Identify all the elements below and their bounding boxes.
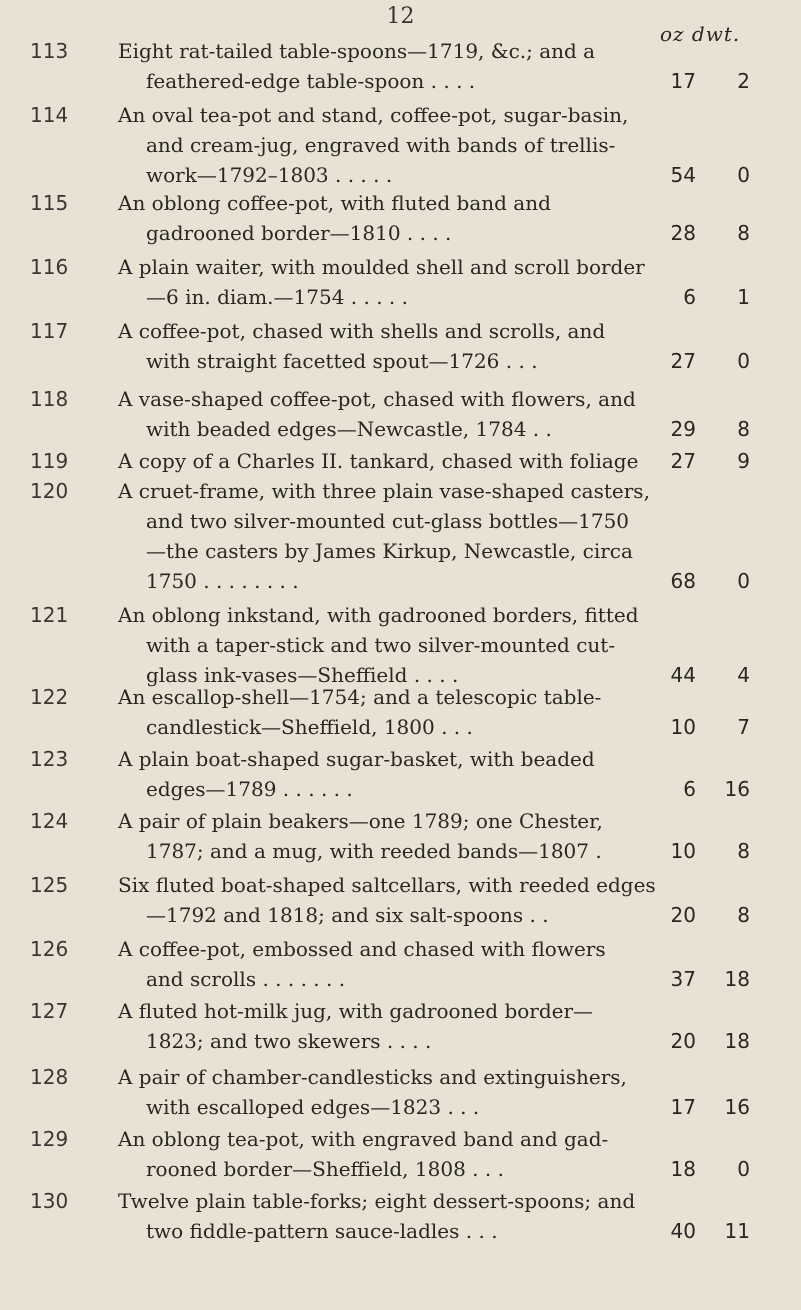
lot-number: 120 xyxy=(30,479,69,503)
lot-row xyxy=(0,806,801,866)
weight-ounces: 10 xyxy=(670,715,696,739)
lot-description-line: A copy of a Charles II. tankard, chased with foliage xyxy=(118,449,639,473)
lot-description-line: A cruet-frame, with three plain vase-shaped casters, xyxy=(118,479,650,503)
weight-pennyweights: 1 xyxy=(737,285,750,309)
lot-description xyxy=(118,100,663,190)
weight-pennyweights: 18 xyxy=(724,1029,750,1053)
lot-description xyxy=(118,600,663,690)
weight-pennyweights: 0 xyxy=(737,349,750,373)
lot-row xyxy=(0,316,801,376)
weight-pennyweights: 11 xyxy=(724,1219,750,1243)
lot-description xyxy=(118,252,663,312)
weight-pennyweights: 7 xyxy=(737,715,750,739)
lot-description xyxy=(118,188,663,248)
weight-ounces: 17 xyxy=(670,69,696,93)
lot-description-line: A coffee-pot, embossed and chased with flowers xyxy=(118,937,606,961)
lot-number: 123 xyxy=(30,747,69,771)
lot-description-line: Eight rat-tailed table-spoons—1719, &c.; and a xyxy=(118,39,596,63)
lot-description-line: edges—1789 . . . . . . xyxy=(146,777,353,801)
lot-description xyxy=(118,316,663,376)
lot-description xyxy=(118,744,663,804)
lot-number: 117 xyxy=(30,319,69,343)
lot-description-line: A pair of chamber-candlesticks and extinguishers, xyxy=(118,1065,627,1089)
lot-number: 124 xyxy=(30,809,69,833)
weight-ounces: 68 xyxy=(670,569,696,593)
lot-description xyxy=(118,446,663,476)
lot-number: 122 xyxy=(30,685,69,709)
lot-row xyxy=(0,252,801,312)
lot-description-line: 1823; and two skewers . . . . xyxy=(146,1029,432,1053)
lot-description xyxy=(118,996,663,1056)
lot-row xyxy=(0,1186,801,1246)
lot-row xyxy=(0,870,801,930)
lot-number: 129 xyxy=(30,1127,69,1151)
lot-description-line: An escallop-shell—1754; and a telescopic table- xyxy=(118,685,602,709)
lot-description-line: with beaded edges—Newcastle, 1784 . . xyxy=(146,417,552,441)
weight-pennyweights: 16 xyxy=(724,777,750,801)
weight-pennyweights: 0 xyxy=(737,1157,750,1181)
lot-description xyxy=(118,476,663,596)
lot-description-line: and scrolls . . . . . . . xyxy=(146,967,346,991)
weight-pennyweights: 8 xyxy=(737,839,750,863)
lot-number: 130 xyxy=(30,1189,69,1213)
lot-description xyxy=(118,682,663,742)
weight-ounces: 29 xyxy=(670,417,696,441)
lot-description-line: glass ink-vases—Sheffield . . . . xyxy=(146,663,459,687)
lot-description-line: rooned border—Sheffield, 1808 . . . xyxy=(146,1157,504,1181)
lot-description xyxy=(118,36,663,96)
lot-number: 114 xyxy=(30,103,69,127)
weight-pennyweights: 4 xyxy=(737,663,750,687)
weight-pennyweights: 18 xyxy=(724,967,750,991)
lot-row xyxy=(0,100,801,190)
lot-description-line: Twelve plain table-forks; eight dessert-spoons; and xyxy=(118,1189,636,1213)
weight-ounces: 20 xyxy=(670,903,696,927)
lot-description xyxy=(118,1186,663,1246)
lot-description xyxy=(118,870,663,930)
weight-ounces: 10 xyxy=(670,839,696,863)
lot-row xyxy=(0,476,801,596)
lot-number: 115 xyxy=(30,191,69,215)
lot-row xyxy=(0,188,801,248)
lot-description-line: candlestick—Sheffield, 1800 . . . xyxy=(146,715,473,739)
weight-ounces: 17 xyxy=(670,1095,696,1119)
lot-description-line: A coffee-pot, chased with shells and scrolls, and xyxy=(118,319,606,343)
lot-description-line: A plain waiter, with moulded shell and scroll border xyxy=(118,255,645,279)
lot-description xyxy=(118,384,663,444)
lot-row xyxy=(0,934,801,994)
weight-ounces: 54 xyxy=(670,163,696,187)
lot-description-line: with escalloped edges—1823 . . . xyxy=(146,1095,480,1119)
lot-number: 116 xyxy=(30,255,69,279)
weight-ounces: 44 xyxy=(670,663,696,687)
lot-row xyxy=(0,446,801,476)
lot-description-line: Six fluted boat-shaped saltcellars, with reeded edges xyxy=(118,873,656,897)
weight-pennyweights: 9 xyxy=(737,449,750,473)
lot-description-line: —1792 and 1818; and six salt-spoons . . xyxy=(146,903,549,927)
weight-pennyweights: 16 xyxy=(724,1095,750,1119)
lot-description-line: with a taper-stick and two silver-mounted cut- xyxy=(146,633,616,657)
lot-number: 119 xyxy=(30,449,69,473)
lot-number: 121 xyxy=(30,603,69,627)
lot-description-line: and cream-jug, engraved with bands of trellis- xyxy=(146,133,616,157)
lot-description xyxy=(118,1062,663,1122)
lot-number: 118 xyxy=(30,387,69,411)
lot-description-line: A plain boat-shaped sugar-basket, with beaded xyxy=(118,747,595,771)
lot-row xyxy=(0,600,801,690)
lot-description-line: An oblong coffee-pot, with fluted band and xyxy=(118,191,551,215)
lot-description-line: 1787; and a mug, with reeded bands—1807 . xyxy=(146,839,602,863)
lot-description-line: and two silver-mounted cut-glass bottles—1750 xyxy=(146,509,630,533)
lot-number: 113 xyxy=(30,39,69,63)
lot-description-line: —the casters by James Kirkup, Newcastle, circa xyxy=(146,539,633,563)
page-number: 12 xyxy=(386,4,415,29)
lot-row xyxy=(0,384,801,444)
lot-description-line: A vase-shaped coffee-pot, chased with flowers, and xyxy=(118,387,636,411)
lot-description-line: An oval tea-pot and stand, coffee-pot, sugar-basin, xyxy=(118,103,629,127)
lot-row xyxy=(0,1062,801,1122)
lot-description-line: gadrooned border—1810 . . . . xyxy=(146,221,452,245)
weight-ounces: 6 xyxy=(683,777,696,801)
weight-ounces: 28 xyxy=(670,221,696,245)
lot-description-line: two fiddle-pattern sauce-ladles . . . xyxy=(146,1219,498,1243)
lot-number: 126 xyxy=(30,937,69,961)
weight-pennyweights: 8 xyxy=(737,221,750,245)
weight-pennyweights: 0 xyxy=(737,569,750,593)
weight-ounces: 6 xyxy=(683,285,696,309)
weight-ounces: 20 xyxy=(670,1029,696,1053)
lot-description-line: work—1792–1803 . . . . . xyxy=(146,163,393,187)
lot-description xyxy=(118,1124,663,1184)
lot-description-line: An oblong tea-pot, with engraved band and gad- xyxy=(118,1127,609,1151)
lot-description xyxy=(118,806,663,866)
lot-description-line: with straight facetted spout—1726 . . . xyxy=(146,349,538,373)
lot-number: 125 xyxy=(30,873,69,897)
weight-pennyweights: 2 xyxy=(737,69,750,93)
lot-description-line: feathered-edge table-spoon . . . . xyxy=(146,69,476,93)
weight-pennyweights: 0 xyxy=(737,163,750,187)
lot-description xyxy=(118,934,663,994)
lot-number: 128 xyxy=(30,1065,69,1089)
weight-ounces: 27 xyxy=(670,449,696,473)
lot-number: 127 xyxy=(30,999,69,1023)
lot-description-line: 1750 . . . . . . . . xyxy=(146,569,299,593)
weight-pennyweights: 8 xyxy=(737,903,750,927)
weight-ounces: 27 xyxy=(670,349,696,373)
lot-description-line: A fluted hot-milk jug, with gadrooned border— xyxy=(118,999,594,1023)
lot-row xyxy=(0,36,801,96)
units-header: oz dwt. xyxy=(660,22,741,46)
lot-row xyxy=(0,1124,801,1184)
weight-ounces: 18 xyxy=(670,1157,696,1181)
lot-row xyxy=(0,682,801,742)
lot-row xyxy=(0,744,801,804)
lot-description-line: A pair of plain beakers—one 1789; one Chester, xyxy=(118,809,603,833)
lot-description-line: An oblong inkstand, with gadrooned borders, fitted xyxy=(118,603,639,627)
lot-description-line: —6 in. diam.—1754 . . . . . xyxy=(146,285,408,309)
lot-row xyxy=(0,996,801,1056)
weight-ounces: 40 xyxy=(670,1219,696,1243)
weight-ounces: 37 xyxy=(670,967,696,991)
weight-pennyweights: 8 xyxy=(737,417,750,441)
